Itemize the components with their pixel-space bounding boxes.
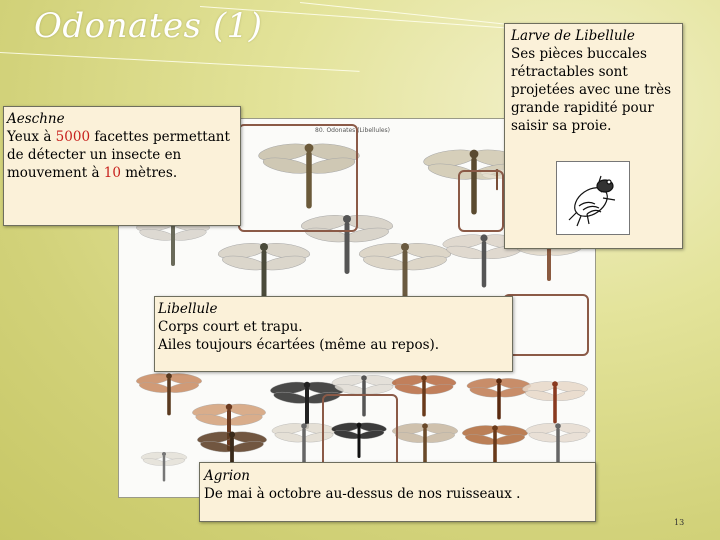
callout-larve-text: Ses pièces buccales rétractables sont projetées avec une très grande rapidité pour saisir sa proie. [511, 46, 672, 134]
callout-larve-title: Larve de Libellule [511, 28, 635, 44]
distance-number: 10 [103, 165, 121, 181]
slide-title: Odonates (1) [34, 6, 263, 46]
plate-label: 80. Odonates (Libellules) [315, 127, 391, 134]
page-number: 13 [674, 518, 685, 527]
frame-aeschne [238, 124, 358, 232]
callout-agrion [199, 462, 596, 522]
callout-agrion-text: De mai à octobre au-dessus de nos ruisseaux . [204, 486, 521, 502]
callout-libellule-line1: Corps court et trapu. [158, 319, 303, 335]
callout-libellule-line2: Ailes toujours écartées (même au repos). [158, 337, 440, 353]
dragonfly-icon [139, 449, 189, 488]
title-decor-line-1 [0, 52, 360, 72]
larva-icon [556, 161, 630, 235]
dragonfly-icon [389, 371, 459, 424]
callout-aeschne [3, 106, 241, 226]
callout-aeschne-title: Aeschne [7, 111, 65, 127]
frame-agrion [322, 394, 398, 470]
callout-libellule-title: Libellule [158, 301, 218, 317]
facettes-number: 5000 [55, 129, 91, 145]
callout-libellule [154, 296, 513, 372]
frame-small-specimen [458, 170, 504, 232]
callout-aeschne-text: Yeux à 5000 facettes permettant de détecter un insecte en mouvement à 10 mètres. [7, 129, 230, 181]
callout-agrion-title: Agrion [204, 468, 250, 484]
frame-libellule [503, 294, 589, 356]
callout-larve [504, 23, 683, 249]
